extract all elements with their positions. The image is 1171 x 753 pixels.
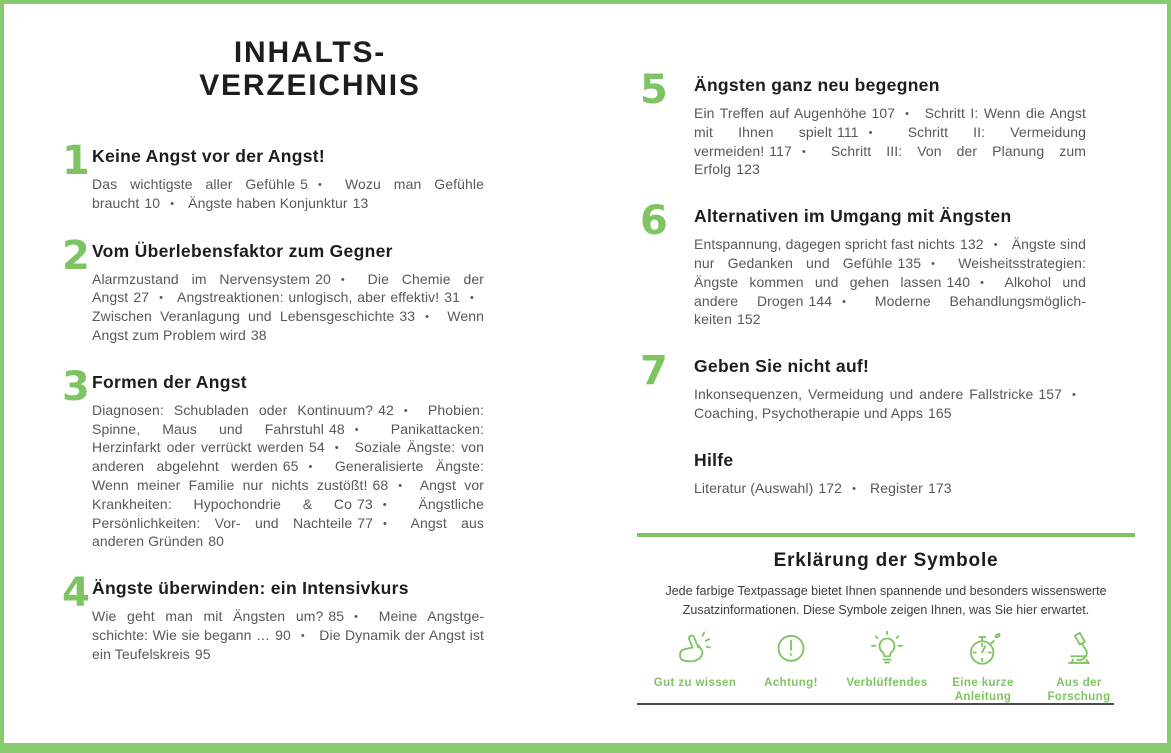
page-title-line2: VERZEICHNIS: [199, 69, 421, 102]
toc-entry-page: 135: [897, 254, 922, 271]
chapter-5-title: Ängsten ganz neu begegnen: [694, 75, 940, 95]
toc-entry-label: Ängste sind nur Gedanken und Gefühle: [694, 236, 1087, 271]
help-section-entries: [694, 480, 1086, 499]
toc-entry: [92, 176, 332, 192]
toc-entry-label: Diagnosen: Schubladen oder Kontinuum?: [92, 401, 374, 418]
toc-entry-label: Register: [870, 479, 923, 496]
chapter-4-number: 4: [62, 570, 90, 617]
toc-entry-page: 80: [208, 533, 225, 550]
toc-entry-page: 173: [927, 479, 952, 496]
legend-item-label: Achtung!: [764, 677, 818, 689]
toc-entry-page: 5: [300, 176, 309, 192]
help-section-number-spacer: [637, 445, 694, 499]
chapter-2-number: 2: [62, 232, 90, 279]
chapter-6-number: 6: [640, 198, 668, 245]
toc-entry: [694, 405, 952, 421]
toc-entry-label: Inkonsequenzen, Vermeidung und andere Fallstricke: [694, 386, 1034, 403]
legend-item-label: Eine kurze Anleitung: [952, 677, 1014, 703]
legend-description-line2: Zusatzinformationen. Diese Symbole zeigen Ihnen, was Sie hier erwartet.: [682, 603, 1090, 617]
chapter-1: [62, 138, 484, 214]
legend-item-aus-der-forschung: [1031, 630, 1127, 704]
toc-entry-label: Alarmzustand im Nervensystem: [92, 270, 311, 287]
toc-entry: [694, 236, 1008, 252]
legend-item-label: Gut zu wissen: [653, 677, 737, 689]
legend-description: [637, 582, 1135, 620]
stopwatch-icon: [962, 630, 1004, 670]
page-title: [88, 36, 532, 102]
toc-entry-label: Weisheitsstrategien: Ängste kommen und gehen lassen: [694, 254, 1086, 290]
toc-entry: [92, 608, 368, 624]
toc-entry-label: Wenn Angst zum Problem wird: [92, 308, 484, 343]
toc-entry-page: 42: [378, 401, 394, 418]
toc-entry-label: Angst vor Krankheiten: Hypochondrie & Co: [92, 476, 484, 512]
toc-entry: [694, 105, 919, 121]
help-section: [637, 449, 1137, 499]
exclamation-circle-icon: [770, 630, 812, 670]
toc-entry-page: 107: [871, 105, 896, 121]
toc-entry-label: Das wichtigste aller Gefühle: [92, 176, 296, 192]
chapter-4-entries: [92, 608, 484, 663]
toc-entry-label: Die Dynamik der Angst ist ein Teufelskreis: [92, 626, 484, 662]
chapter-2: [62, 232, 484, 345]
toc-entry-page: 31: [444, 289, 461, 306]
toc-entry-label: Moderne Behandlungsmöglichkeiten: [694, 292, 1086, 328]
toc-entry: [694, 480, 866, 496]
help-section-title: Hilfe: [694, 449, 734, 470]
toc-entry-page: 152: [736, 311, 761, 328]
chapter-4: [62, 570, 485, 663]
chapter-5: [637, 67, 1137, 179]
symbols-legend: [637, 533, 1135, 704]
toc-entry-label: Phobien: Spinne, Maus und Fahrstuhl: [92, 401, 484, 437]
legend-top-rule: [637, 533, 1135, 537]
toc-entry-page: 38: [250, 326, 267, 343]
toc-entry: [694, 386, 1086, 402]
toc-entry: [177, 289, 484, 305]
chapter-1-title: Keine Angst vor der Angst!: [92, 146, 326, 166]
toc-entry-page: 95: [194, 645, 211, 662]
legend-description-line1: Jede farbige Textpassage bietet Ihnen spannende und besonders wissenswerte: [665, 584, 1107, 598]
toc-entry-label: Panikattacken: Herzinfarkt oder verrückt werden: [92, 420, 484, 456]
toc-entry-page: 111: [837, 123, 859, 140]
toc-right-column: [637, 67, 1137, 525]
legend-item-eine-kurze-anleitung: [935, 630, 1031, 704]
toc-entry-page: 90: [275, 626, 291, 643]
lightbulb-icon: [866, 630, 908, 670]
chapter-2-entries: [92, 271, 484, 345]
toc-entry-label: Ängstliche Persönlichkeiten: Vor- und Nachteile: [92, 495, 484, 531]
toc-entry-page: 132: [960, 236, 984, 253]
legend-item-label: Verblüffendes: [846, 677, 928, 689]
toc-entry-page: 157: [1038, 386, 1063, 403]
toc-entry-page: 73: [356, 495, 373, 512]
toc-entry-label: Ängste haben Konjunktur: [188, 194, 348, 211]
chapter-4-title: Ängste überwinden: ein Intensivkurs: [92, 578, 409, 599]
toc-entry-page: 68: [372, 476, 389, 493]
toc-entry-page: 27: [133, 289, 150, 306]
chapter-3: [62, 363, 484, 551]
toc-entry-label: Wozu man Gefühle braucht: [92, 176, 484, 211]
toc-entry-label: Generalisierte Ängste: Wenn meiner Familie nur nichts zustößt!: [92, 458, 484, 493]
toc-entry-label: Angstreaktionen: unlogisch, aber effektiv!: [177, 289, 440, 306]
toc-entry-label: Soziale Ängste: von anderen abgelehnt werden: [92, 439, 484, 475]
chapter-6-title: Alternativen im Umgang mit Ängsten: [694, 206, 1012, 227]
toc-entry-page: 13: [352, 194, 369, 211]
toc-entry-label: Zwischen Veranlagung und Lebensgeschichte: [92, 308, 395, 325]
chapter-5-entries: [694, 105, 1086, 179]
toc-entry: [92, 308, 439, 324]
toc-entry-label: Ein Treffen auf Augenhöhe: [694, 105, 867, 121]
toc-entry: [870, 480, 952, 496]
legend-item-label: Aus der Forschung: [1047, 677, 1111, 703]
legend-bottom-rule: [637, 703, 1114, 705]
toc-entry-page: 33: [399, 308, 416, 325]
toc-entry-label: Entspannung, dagegen spricht fast nichts: [694, 236, 956, 253]
toc-entry-label: Meine Angstgeschichte: Wie sie begann …: [92, 608, 485, 643]
chapter-3-title: Formen der Angst: [92, 371, 247, 392]
snapping-hand-icon: [674, 630, 716, 670]
toc-left-column: [62, 138, 485, 690]
toc-entry-label: Alkohol und andere Drogen: [694, 273, 1086, 309]
toc-entry-page: 123: [736, 161, 760, 178]
toc-entry-label: Angst aus anderen Gründen: [92, 514, 484, 550]
chapter-7-number: 7: [640, 348, 668, 395]
toc-entry-page: 144: [808, 292, 833, 309]
toc-entry-page: 48: [328, 420, 345, 437]
toc-entry-label: Wie geht man mit Ängsten um?: [92, 608, 324, 625]
toc-entry-page: 20: [315, 270, 331, 287]
toc-entry-page: 85: [328, 608, 345, 625]
toc-entry-label: Schritt I: Wenn die Angst mit Ihnen spielt: [694, 105, 1086, 140]
toc-entry-page: 10: [144, 194, 161, 211]
chapter-3-number: 3: [62, 363, 90, 410]
chapter-6-entries: [694, 236, 1086, 329]
chapter-7-title: Geben Sie nicht auf!: [694, 356, 870, 377]
chapter-7: [637, 348, 1137, 423]
chapter-2-title: Vom Überlebensfaktor zum Gegner: [92, 240, 393, 261]
legend-title: Erklärung der Symbole: [773, 550, 999, 571]
toc-entry: [188, 195, 368, 211]
chapter-1-entries: [92, 176, 484, 214]
toc-entry-label: Schritt II: Vermeidung vermeiden!: [694, 123, 1086, 159]
chapter-6: [637, 198, 1137, 329]
toc-entry-label: Coaching, Psychotherapie und Apps: [694, 404, 924, 421]
legend-item-gut-zu-wissen: [647, 630, 743, 704]
toc-entry: [92, 402, 418, 418]
bottom-green-bar: [0, 743, 1171, 753]
toc-entry-page: 117: [769, 142, 792, 159]
legend-item-verblueffendes: [839, 630, 935, 704]
toc-entry: [92, 271, 355, 287]
toc-entry-page: 54: [308, 439, 325, 456]
toc-entry-page: 77: [357, 514, 374, 531]
chapter-5-number: 5: [640, 67, 668, 113]
legend-item-achtung: [743, 630, 839, 704]
toc-entry-page: 165: [928, 404, 952, 421]
toc-entry-page: 172: [818, 479, 843, 496]
chapter-1-number: 1: [62, 138, 90, 184]
toc-entry-label: Literatur (Auswahl): [694, 479, 814, 496]
legend-symbols-row: [637, 620, 1135, 704]
page-title-line1: INHALTS-: [233, 36, 387, 69]
toc-entry-page: 140: [946, 273, 971, 290]
toc-entry-label: Schritt III: Von der Planung zum Erfolg: [694, 142, 1086, 178]
toc-entry-page: 65: [282, 458, 299, 475]
chapter-3-entries: [92, 402, 484, 551]
chapter-7-entries: [694, 386, 1086, 423]
toc-entry-label: Die Chemie der Angst: [92, 270, 484, 306]
microscope-icon: [1058, 630, 1100, 670]
